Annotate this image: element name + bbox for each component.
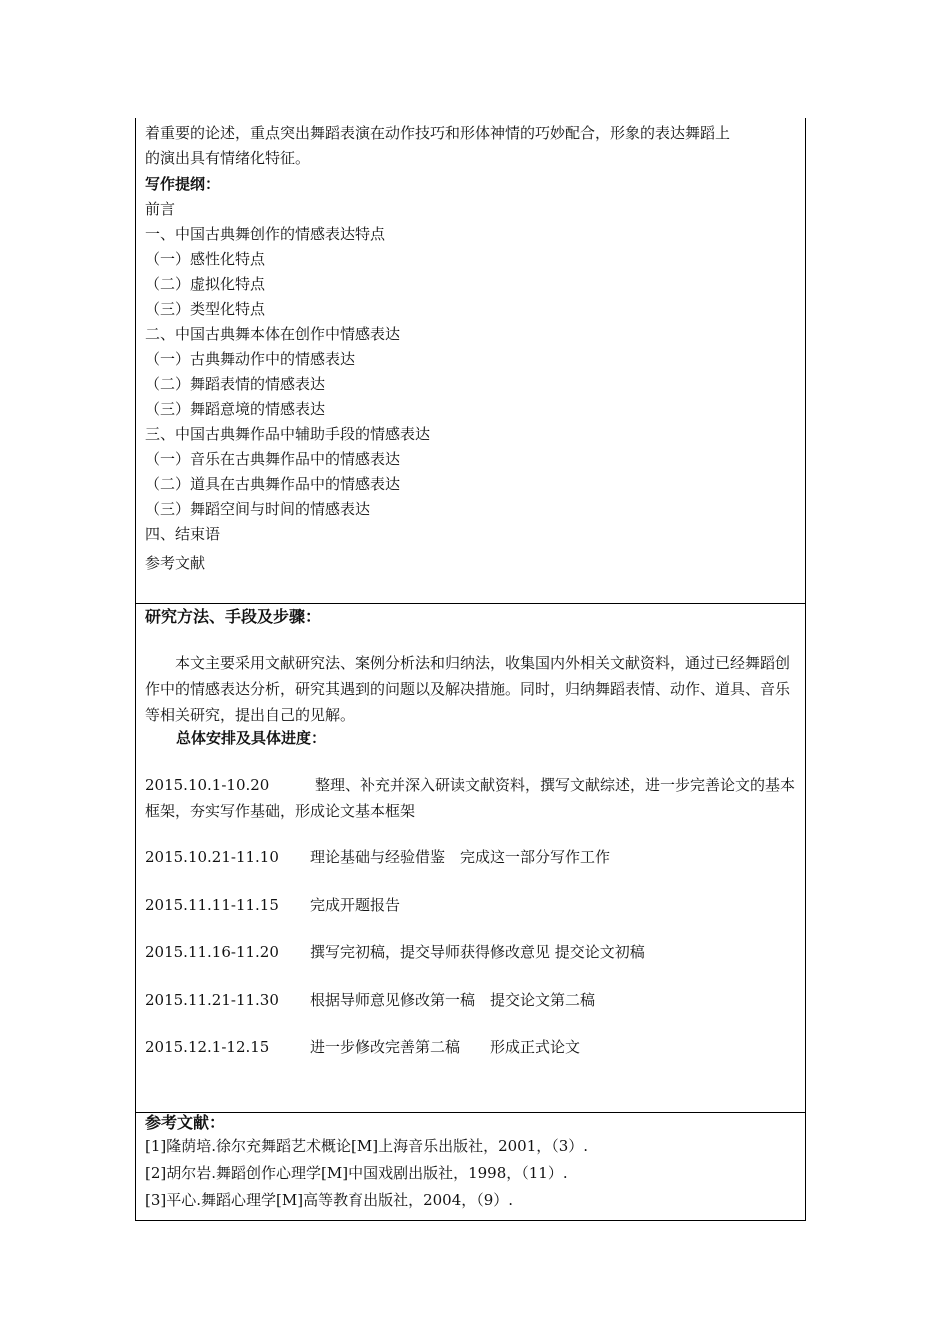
outline-item: （三）舞蹈意境的情感表达 — [145, 400, 326, 418]
outline-item: 一、中国古典舞创作的情感表达特点 — [145, 225, 386, 243]
outline-item: （三）舞蹈空间与时间的情感表达 — [145, 500, 371, 518]
method-section — [135, 603, 806, 1113]
schedule-date: 2015.10.1-10.20 — [145, 776, 270, 794]
outline-heading: 写作提纲： — [145, 175, 221, 193]
schedule-row — [145, 939, 797, 965]
outline-item: （二）舞蹈表情的情感表达 — [145, 375, 326, 393]
schedule-row — [145, 772, 797, 824]
method-paragraph: 本文主要采用文献研究法、案例分析法和归纳法，收集国内外相关文献资料，通过已经舞蹈创作中的情感表达分析，研究其遇到的问题以及解决措施。同时，归纳舞蹈表情、动作、道具、音乐等相关研究，提出自己的见解。 — [145, 654, 791, 724]
references-section — [135, 1112, 806, 1221]
schedule-date: 2015.11.11-11.15 — [145, 896, 279, 914]
schedule-date: 2015.11.21-11.30 — [145, 991, 279, 1009]
schedule-row — [145, 892, 797, 918]
schedule-task: 理论基础与经验借鉴 完成这一部分写作工作 — [310, 848, 611, 866]
references-label: 参考文献 — [145, 554, 206, 572]
schedule-task: 撰写完初稿，提交导师获得修改意见 提交论文初稿 — [310, 943, 645, 961]
outline-item: 二、中国古典舞本体在创作中情感表达 — [145, 325, 401, 343]
schedule-heading: 总体安排及具体进度： — [176, 729, 327, 747]
outline-item: 三、中国古典舞作品中辅助手段的情感表达 — [145, 425, 431, 443]
schedule-task: 根据导师意见修改第一稿 提交论文第二稿 — [310, 991, 596, 1009]
outline-item: （二）道具在古典舞作品中的情感表达 — [145, 475, 401, 493]
outline-item: （一）感性化特点 — [145, 250, 266, 268]
outline-item: 四、结束语 — [145, 525, 221, 543]
outline-item: （一）古典舞动作中的情感表达 — [145, 350, 356, 368]
method-heading: 研究方法、手段及步骤： — [145, 607, 322, 626]
schedule-date: 2015.11.16-11.20 — [145, 943, 279, 961]
reference-item: [2]胡尔岩.舞蹈创作心理学[M]中国戏剧出版社，1998，（11）. — [145, 1164, 568, 1182]
outline-section — [135, 118, 806, 604]
schedule-row — [145, 1034, 797, 1060]
schedule-task: 进一步修改完善第二稿 形成正式论文 — [310, 1038, 581, 1056]
schedule-row — [145, 987, 797, 1013]
schedule-row — [145, 844, 797, 870]
outline-item: （一）音乐在古典舞作品中的情感表达 — [145, 450, 401, 468]
outline-item: （二）虚拟化特点 — [145, 275, 266, 293]
schedule-task: 完成开题报告 — [310, 896, 401, 914]
outline-item: （三）类型化特点 — [145, 300, 266, 318]
references-heading: 参考文献： — [145, 1113, 226, 1132]
schedule-date: 2015.10.21-11.10 — [145, 848, 279, 866]
intro-line: 着重要的论述，重点突出舞蹈表演在动作技巧和形体神情的巧妙配合，形象的表达舞蹈上 — [145, 124, 731, 142]
outline-item: 前言 — [145, 200, 176, 218]
reference-item: [1]隆荫培.徐尔充舞蹈艺术概论[M]上海音乐出版社，2001，（3）. — [145, 1137, 589, 1155]
schedule-task: 整理、补充并深入研读文献资料，撰写文献综述，进一步完善论文的基本框架，夯实写作基础，形成论文基本框架 — [145, 776, 796, 820]
schedule-date: 2015.12.1-12.15 — [145, 1038, 270, 1056]
intro-line: 的演出具有情绪化特征。 — [145, 149, 311, 167]
reference-item: [3]平心.舞蹈心理学[M]高等教育出版社，2004，（9）. — [145, 1191, 514, 1209]
